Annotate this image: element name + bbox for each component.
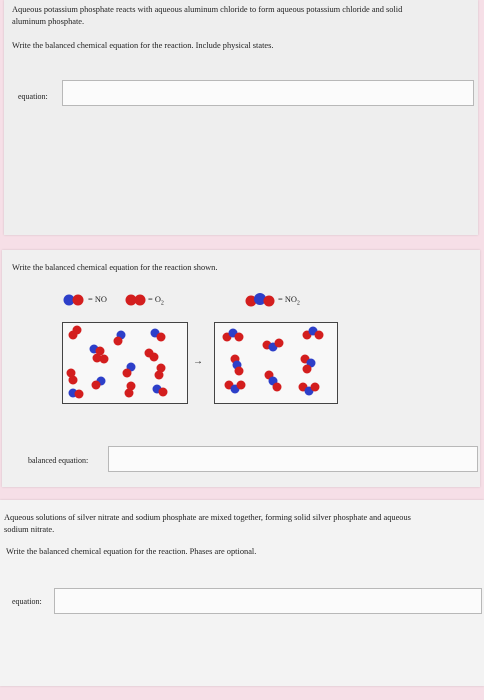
o2-legend-subscript: 2: [160, 300, 164, 307]
question-3-panel: [0, 500, 484, 686]
no-legend-label: = NO: [88, 295, 107, 304]
no2-legend-text: = NO: [278, 295, 297, 304]
no-molecule: [153, 385, 168, 397]
no2-molecule: [299, 383, 320, 396]
products-box: [214, 322, 338, 404]
equation-label: equation:: [18, 92, 48, 101]
question-3-instruction: Write the balanced chemical equation for the reaction. Phases are optional.: [6, 547, 257, 556]
no-molecule: [114, 331, 126, 346]
reactant-molecules: [63, 323, 187, 403]
o2-legend-label: [148, 295, 164, 307]
question-3-line-2: sodium nitrate.: [4, 525, 55, 534]
o2-molecule-legend-icon: [124, 294, 150, 306]
no2-molecule: [223, 329, 244, 342]
no2-molecule: [263, 339, 284, 352]
no2-molecule-legend-icon: [244, 290, 278, 308]
no-molecule-legend-icon: [62, 294, 88, 306]
product-molecules: [215, 323, 337, 403]
question-3-text: [4, 512, 480, 536]
question-1-instruction: Write the balanced chemical equation for the reaction. Include physical states.: [12, 41, 274, 50]
no2-molecule: [301, 355, 316, 374]
no2-molecule: [231, 355, 244, 376]
balanced-equation-input[interactable]: [108, 446, 478, 472]
no-molecule: [151, 329, 166, 342]
o2-molecule: [155, 364, 166, 380]
o2-molecule: [145, 349, 159, 362]
question-2-panel: [2, 250, 480, 487]
no-molecule: [90, 345, 105, 356]
no-molecule: [69, 389, 84, 399]
question-2-instruction: Write the balanced chemical equation for the reaction shown.: [12, 263, 218, 272]
o2-molecule: [125, 382, 136, 398]
reactants-box: [62, 322, 188, 404]
no-molecule: [123, 363, 136, 378]
no2-molecule: [225, 381, 246, 394]
no-molecule: [92, 377, 106, 390]
question-3-line-1: Aqueous solutions of silver nitrate and sodium phosphate are mixed together, forming solid silver phosphate and aqueous: [4, 513, 411, 522]
no2-molecule: [265, 371, 282, 392]
question-1-line-2: aluminum phosphate.: [12, 17, 85, 26]
equation-input[interactable]: [62, 80, 474, 106]
equation-input-3[interactable]: [54, 588, 482, 614]
no2-legend-label: [278, 295, 300, 307]
question-1-text: [12, 4, 472, 28]
question-1-line-1: Aqueous potassium phosphate reacts with aqueous aluminum chloride to form aqueous potassium chloride and solid: [12, 5, 403, 14]
balanced-equation-label: balanced equation:: [28, 456, 89, 465]
no2-molecule: [303, 327, 324, 340]
equation-label-3: equation:: [12, 597, 42, 606]
reaction-arrow: →: [193, 356, 203, 367]
o2-molecule: [67, 369, 78, 385]
no2-legend-subscript: 2: [296, 300, 300, 307]
question-1-panel: [4, 0, 478, 235]
o2-legend-text: = O: [148, 295, 161, 304]
o2-molecule: [69, 326, 82, 340]
